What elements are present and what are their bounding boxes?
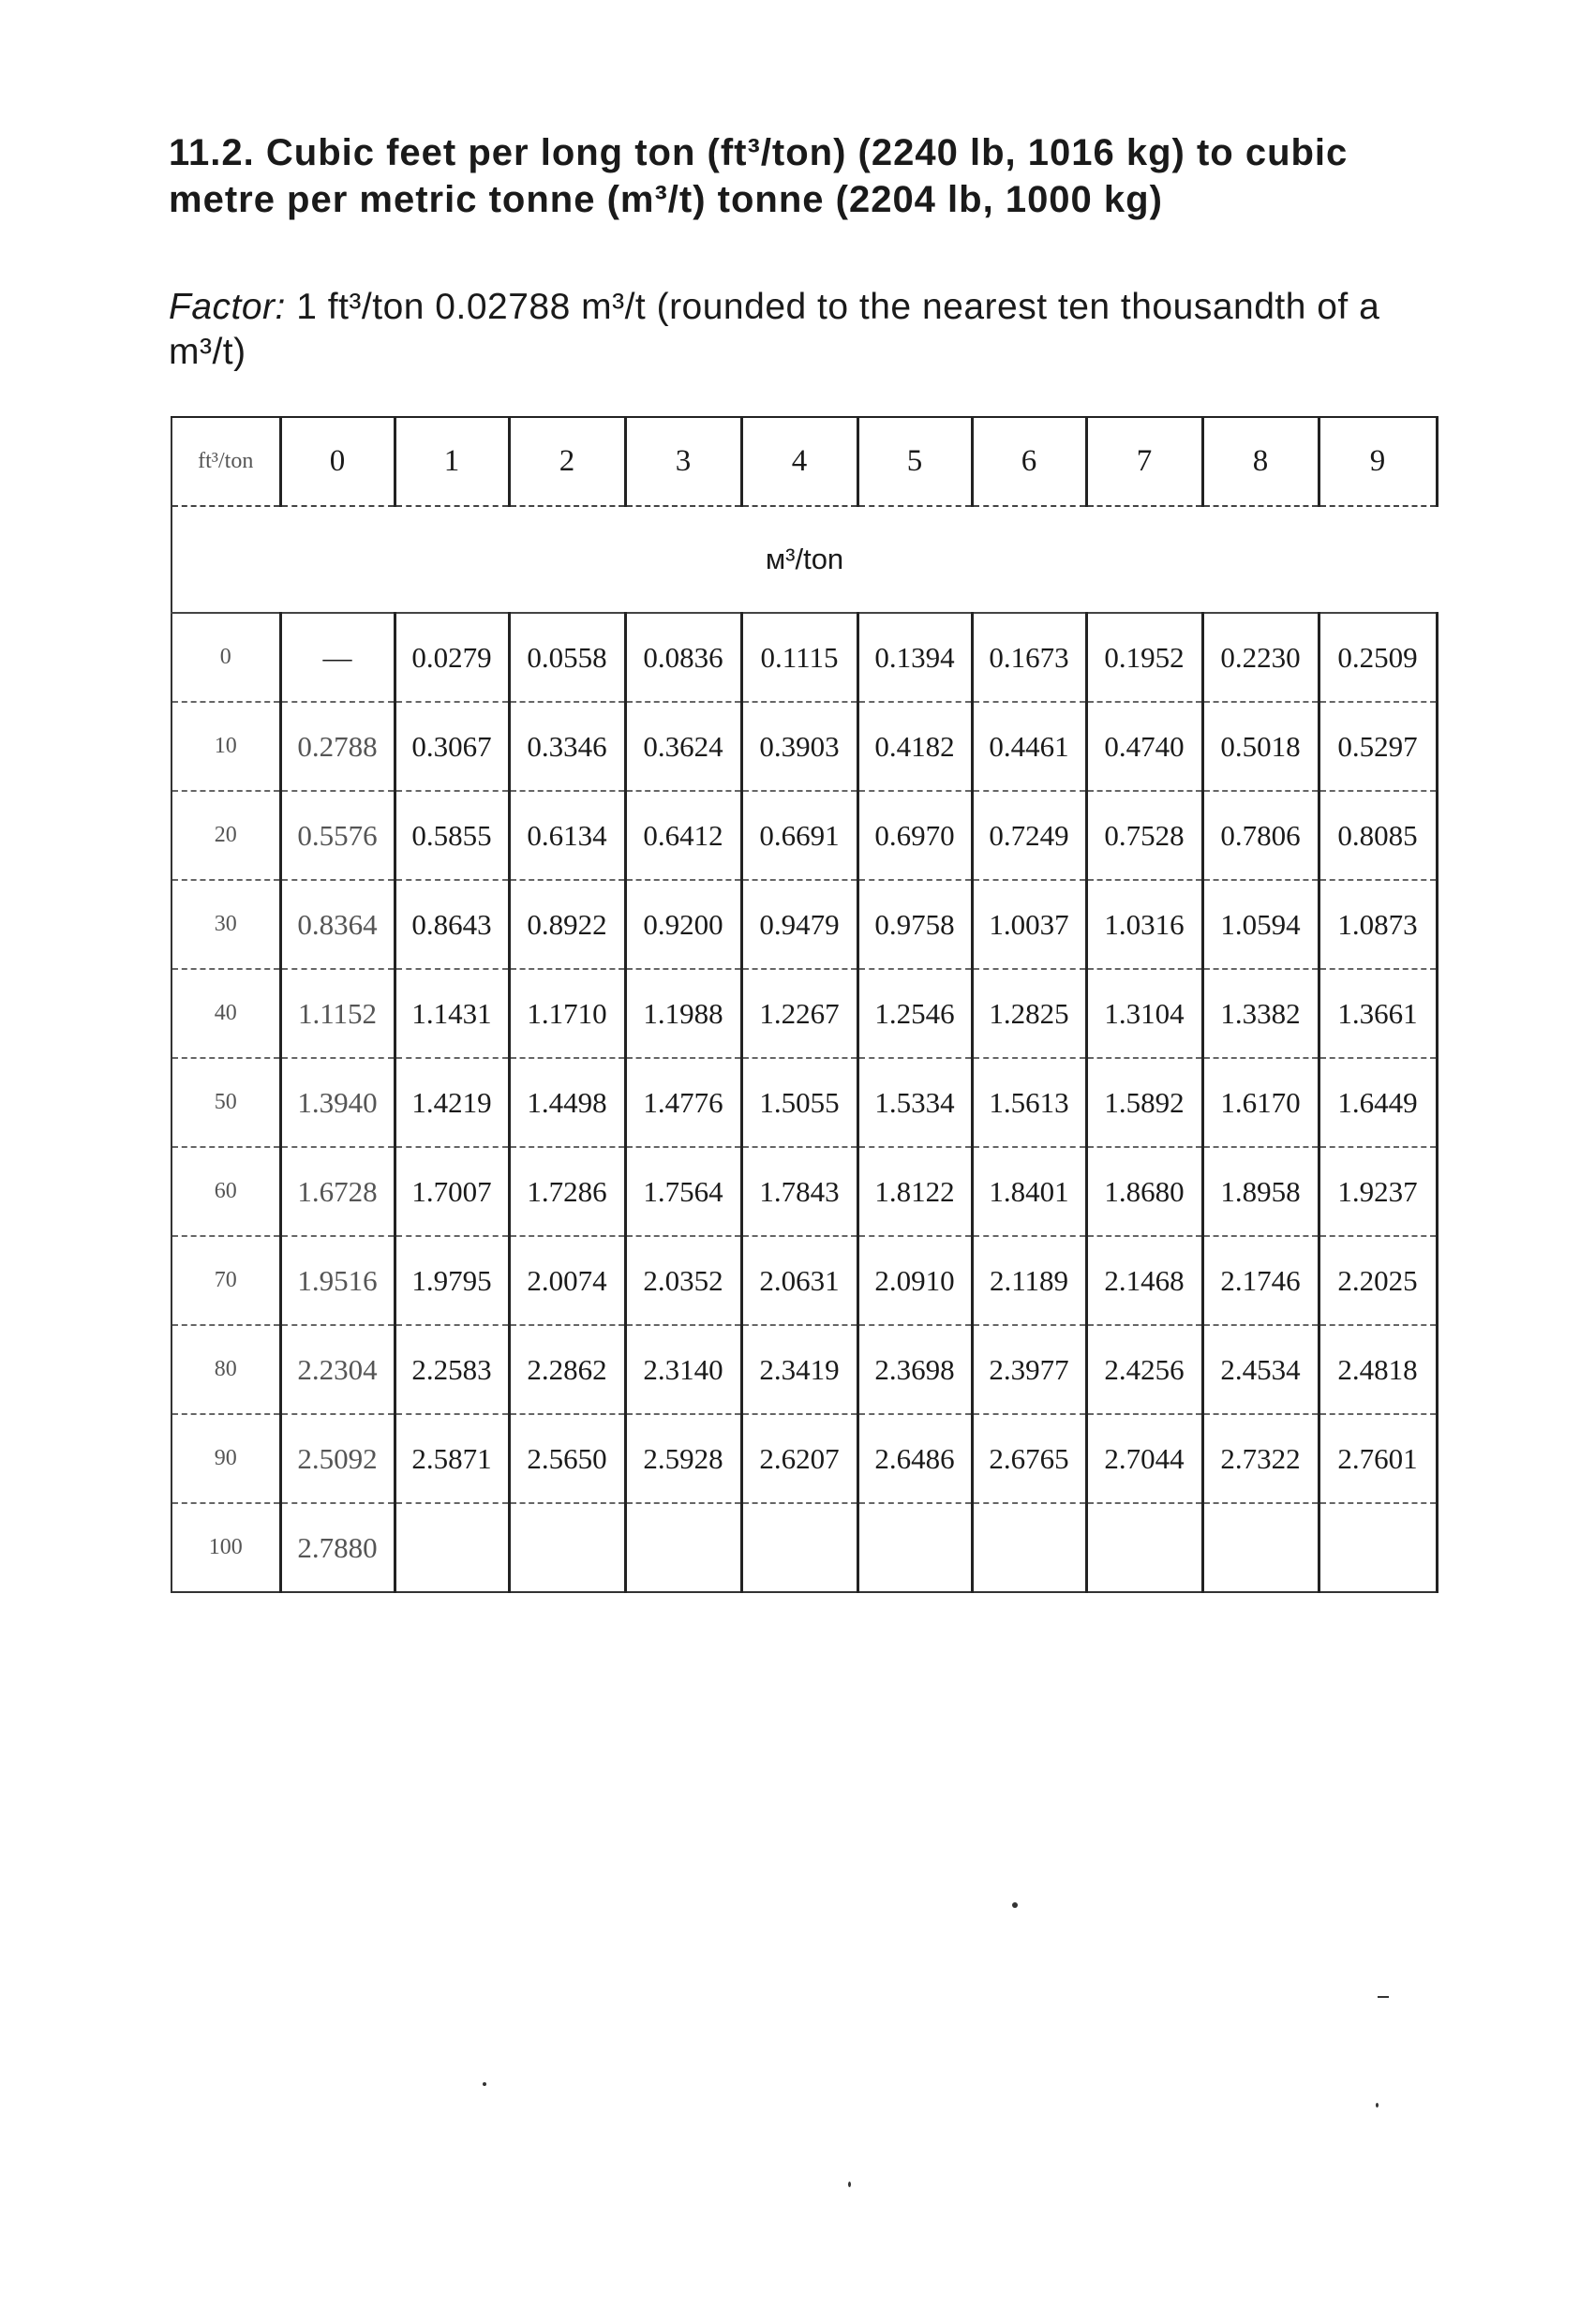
table-cell: 1.5055	[741, 1058, 857, 1147]
table-row	[171, 1503, 1437, 1592]
table-cell: 1.8958	[1202, 1147, 1319, 1236]
scan-speck	[1012, 1902, 1018, 1908]
table-cell: 0.1394	[857, 613, 972, 702]
table-cell	[509, 1503, 625, 1592]
table-cell: 2.7601	[1319, 1414, 1437, 1503]
table-cell: 0.4182	[857, 702, 972, 791]
unit-label: м³/ton	[171, 506, 1437, 613]
conversion-table-container	[171, 416, 1436, 1593]
table-row	[171, 969, 1437, 1058]
table-cell: 1.6449	[1319, 1058, 1437, 1147]
column-header: 1	[395, 417, 509, 506]
table-cell: 1.4219	[395, 1058, 509, 1147]
table-cell: 1.1988	[625, 969, 741, 1058]
conversion-table	[171, 416, 1438, 1593]
table-cell: 0.4740	[1086, 702, 1202, 791]
column-header: 5	[857, 417, 972, 506]
table-cell: 2.0910	[857, 1236, 972, 1325]
table-cell: 0.2230	[1202, 613, 1319, 702]
table-cell: 1.7843	[741, 1147, 857, 1236]
table-cell: 2.1189	[972, 1236, 1086, 1325]
row-header: 20	[171, 791, 280, 880]
table-cell: 0.5855	[395, 791, 509, 880]
table-cell: 2.4534	[1202, 1325, 1319, 1414]
table-cell: 0.7528	[1086, 791, 1202, 880]
row-header: 70	[171, 1236, 280, 1325]
table-cell: 1.1152	[280, 969, 395, 1058]
table-cell: 0.8364	[280, 880, 395, 969]
table-cell	[1319, 1503, 1437, 1592]
table-cell: 2.4256	[1086, 1325, 1202, 1414]
scan-speck	[848, 2182, 851, 2187]
table-cell: 2.2862	[509, 1325, 625, 1414]
column-header: 8	[1202, 417, 1319, 506]
table-cell: 0.6134	[509, 791, 625, 880]
table-row	[171, 1236, 1437, 1325]
table-cell: 1.0873	[1319, 880, 1437, 969]
table-cell	[1086, 1503, 1202, 1592]
table-cell	[857, 1503, 972, 1592]
table-cell: 2.0631	[741, 1236, 857, 1325]
table-cell: 0.6412	[625, 791, 741, 880]
table-cell: 0.8643	[395, 880, 509, 969]
table-cell: —	[280, 613, 395, 702]
table-cell: 1.7286	[509, 1147, 625, 1236]
table-cell: 1.0316	[1086, 880, 1202, 969]
table-cell	[972, 1503, 1086, 1592]
table-cell: 1.7564	[625, 1147, 741, 1236]
table-cell: 0.8085	[1319, 791, 1437, 880]
table-cell: 2.2304	[280, 1325, 395, 1414]
table-row	[171, 791, 1437, 880]
row-header: 80	[171, 1325, 280, 1414]
table-cell: 2.5928	[625, 1414, 741, 1503]
table-cell: 0.2509	[1319, 613, 1437, 702]
table-cell: 2.7880	[280, 1503, 395, 1592]
table-cell: 1.3661	[1319, 969, 1437, 1058]
table-cell: 2.1468	[1086, 1236, 1202, 1325]
table-cell: 0.0836	[625, 613, 741, 702]
table-cell	[395, 1503, 509, 1592]
table-cell: 1.2546	[857, 969, 972, 1058]
table-cell: 1.9795	[395, 1236, 509, 1325]
column-header: 7	[1086, 417, 1202, 506]
table-cell: 0.4461	[972, 702, 1086, 791]
table-cell: 1.5892	[1086, 1058, 1202, 1147]
column-header: 9	[1319, 417, 1437, 506]
scan-speck	[1376, 2103, 1379, 2108]
table-cell: 2.0352	[625, 1236, 741, 1325]
table-row	[171, 880, 1437, 969]
table-cell: 0.3067	[395, 702, 509, 791]
table-cell: 1.8680	[1086, 1147, 1202, 1236]
table-cell: 2.3419	[741, 1325, 857, 1414]
table-cell: 1.5334	[857, 1058, 972, 1147]
table-cell: 0.7806	[1202, 791, 1319, 880]
table-cell: 2.5650	[509, 1414, 625, 1503]
table-cell: 0.9758	[857, 880, 972, 969]
table-cell: 1.8122	[857, 1147, 972, 1236]
table-cell: 0.9200	[625, 880, 741, 969]
table-cell	[625, 1503, 741, 1592]
table-cell: 2.3698	[857, 1325, 972, 1414]
table-row	[171, 702, 1437, 791]
factor-label: Factor:	[169, 287, 286, 327]
page-title: 11.2. Cubic feet per long ton (ft³/ton) (2240 lb, 1016 kg) to cubic metre per metric tonne (m³/t) tonne (2204 lb, 1000 kg)	[169, 132, 1349, 220]
table-cell: 2.5092	[280, 1414, 395, 1503]
table-cell: 2.4818	[1319, 1325, 1437, 1414]
table-cell: 2.0074	[509, 1236, 625, 1325]
table-cell: 1.2267	[741, 969, 857, 1058]
table-cell: 0.3624	[625, 702, 741, 791]
table-cell: 1.3382	[1202, 969, 1319, 1058]
scan-speck	[483, 2082, 486, 2086]
table-cell: 2.2583	[395, 1325, 509, 1414]
table-cell: 1.6170	[1202, 1058, 1319, 1147]
table-cell: 2.7044	[1086, 1414, 1202, 1503]
row-header: 50	[171, 1058, 280, 1147]
table-cell: 0.5018	[1202, 702, 1319, 791]
column-header-row	[171, 417, 1437, 506]
table-cell: 2.3977	[972, 1325, 1086, 1414]
column-header: 2	[509, 417, 625, 506]
table-cell: 1.1431	[395, 969, 509, 1058]
table-row	[171, 1414, 1437, 1503]
factor-text: 1 ft³/ton 0.02788 m³/t (rounded to the nearest ten thousandth of a m³/t)	[169, 287, 1380, 372]
table-cell: 1.4498	[509, 1058, 625, 1147]
table-cell: 2.3140	[625, 1325, 741, 1414]
table-cell: 1.2825	[972, 969, 1086, 1058]
row-header: 10	[171, 702, 280, 791]
table-cell: 1.1710	[509, 969, 625, 1058]
table-row	[171, 1325, 1437, 1414]
table-cell: 0.7249	[972, 791, 1086, 880]
table-cell: 0.0558	[509, 613, 625, 702]
scan-speck	[1378, 1996, 1389, 1998]
table-cell: 0.5576	[280, 791, 395, 880]
table-cell: 0.0279	[395, 613, 509, 702]
row-header: 100	[171, 1503, 280, 1592]
table-cell: 2.1746	[1202, 1236, 1319, 1325]
table-row	[171, 1058, 1437, 1147]
table-cell: 0.6691	[741, 791, 857, 880]
column-header: 0	[280, 417, 395, 506]
table-cell: 2.5871	[395, 1414, 509, 1503]
table-cell: 0.6970	[857, 791, 972, 880]
table-cell: 0.2788	[280, 702, 395, 791]
table-cell: 0.8922	[509, 880, 625, 969]
table-row	[171, 1147, 1437, 1236]
table-cell: 1.0037	[972, 880, 1086, 969]
table-cell: 0.1952	[1086, 613, 1202, 702]
table-cell: 1.4776	[625, 1058, 741, 1147]
unit-row	[171, 506, 1437, 613]
table-cell: 1.6728	[280, 1147, 395, 1236]
table-cell: 1.3104	[1086, 969, 1202, 1058]
table-cell: 0.1115	[741, 613, 857, 702]
column-header: 3	[625, 417, 741, 506]
table-cell: 2.2025	[1319, 1236, 1437, 1325]
table-cell: 2.6486	[857, 1414, 972, 1503]
table-cell: 0.9479	[741, 880, 857, 969]
table-cell: 1.9516	[280, 1236, 395, 1325]
column-header: 6	[972, 417, 1086, 506]
table-cell: 1.0594	[1202, 880, 1319, 969]
table-cell: 2.7322	[1202, 1414, 1319, 1503]
row-header: 0	[171, 613, 280, 702]
column-header: 4	[741, 417, 857, 506]
table-cell	[1202, 1503, 1319, 1592]
table-cell: 2.6765	[972, 1414, 1086, 1503]
table-cell: 1.9237	[1319, 1147, 1437, 1236]
table-cell: 1.3940	[280, 1058, 395, 1147]
table-cell: 1.7007	[395, 1147, 509, 1236]
table-cell: 0.3346	[509, 702, 625, 791]
corner-header: ft³/ton	[171, 417, 280, 506]
table-cell: 1.5613	[972, 1058, 1086, 1147]
row-header: 40	[171, 969, 280, 1058]
table-cell	[741, 1503, 857, 1592]
table-body	[171, 613, 1437, 1592]
table-cell: 2.6207	[741, 1414, 857, 1503]
row-header: 30	[171, 880, 280, 969]
table-row	[171, 613, 1437, 702]
table-cell: 0.1673	[972, 613, 1086, 702]
conversion-factor	[169, 285, 1443, 375]
table-cell: 1.8401	[972, 1147, 1086, 1236]
row-header: 60	[171, 1147, 280, 1236]
table-cell: 0.3903	[741, 702, 857, 791]
table-cell: 0.5297	[1319, 702, 1437, 791]
row-header: 90	[171, 1414, 280, 1503]
